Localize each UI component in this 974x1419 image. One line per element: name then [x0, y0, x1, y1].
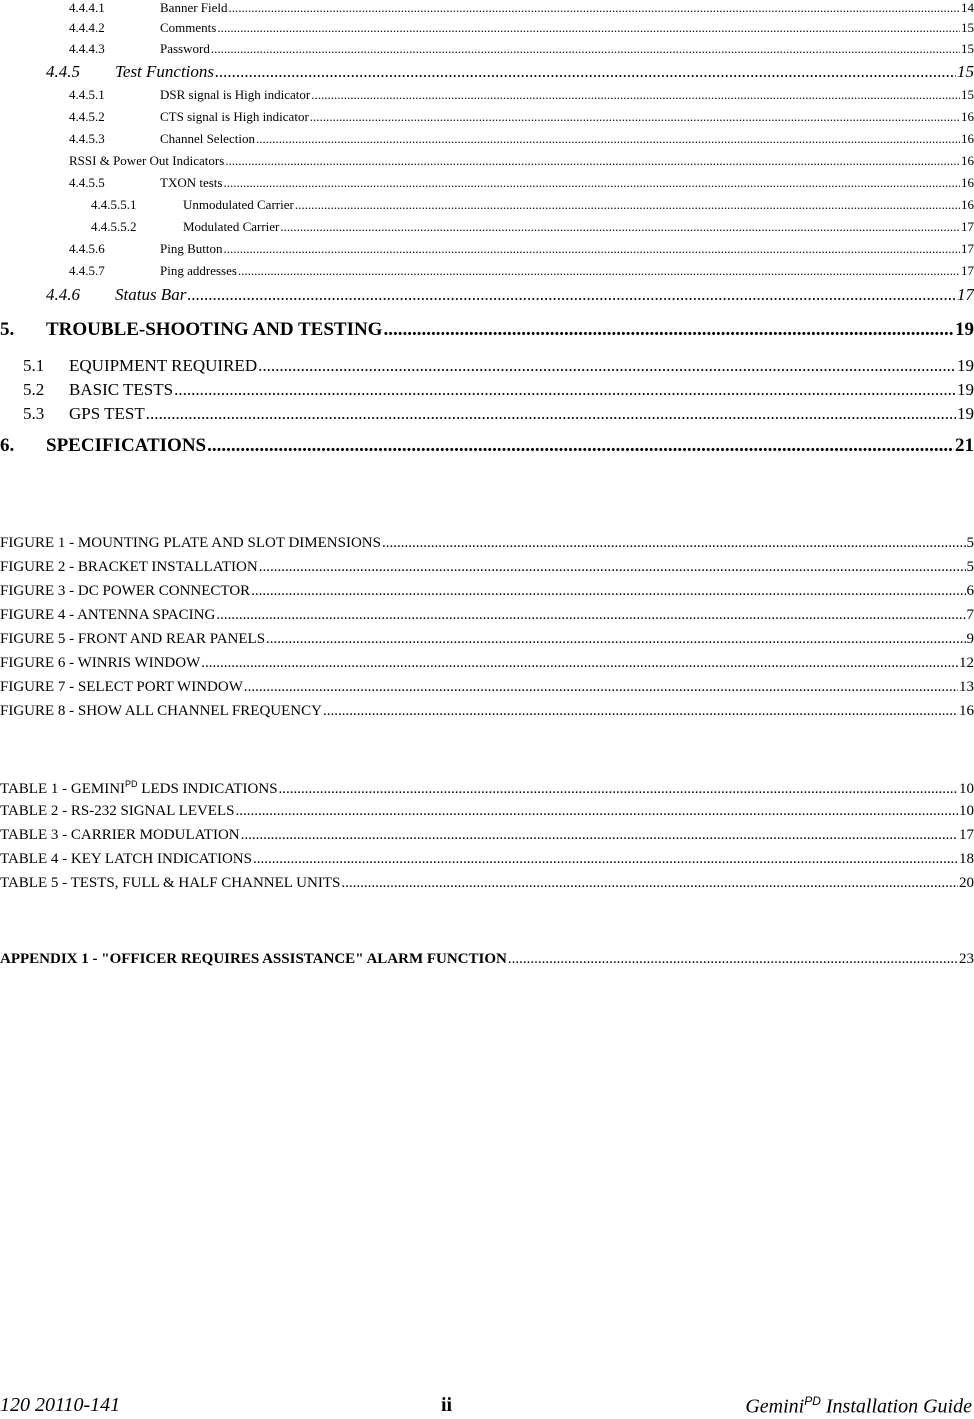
- appendix-title: APPENDIX 1 - "OFFICER REQUIRES ASSISTANCE" ALARM FUNCTION: [0, 951, 507, 968]
- table-page: 18: [959, 851, 974, 868]
- toc-entry-4-4-5-6[interactable]: [69, 241, 974, 259]
- toc-entry-5[interactable]: [0, 319, 974, 343]
- dot-leader: [174, 380, 956, 400]
- figure-title: FIGURE 2 - BRACKET INSTALLATION: [0, 559, 258, 576]
- toc-page: 19: [955, 319, 974, 341]
- toc-number: 4.4.4.2: [69, 20, 160, 36]
- toc-number: 4.4.5.2: [69, 109, 160, 125]
- toc-number: 4.4.5: [46, 62, 115, 82]
- toc-number: 5.2: [23, 380, 69, 400]
- figure-title: FIGURE 6 - WINRIS WINDOW: [0, 655, 200, 672]
- toc-page: 16: [961, 175, 974, 191]
- table-title: TABLE 2 - RS-232 SIGNAL LEVELS: [0, 803, 234, 820]
- toc-title: Test Functions: [115, 62, 214, 82]
- toc-entry-5-1[interactable]: [23, 356, 974, 378]
- figure-page: 6: [967, 583, 974, 600]
- toc-page: 21: [955, 435, 974, 457]
- toc-page: 15: [961, 87, 974, 103]
- toc-title: EQUIPMENT REQUIRED: [69, 356, 257, 376]
- table-entry-4[interactable]: [0, 851, 974, 871]
- toc-page: 15: [957, 62, 974, 82]
- dot-leader: [311, 87, 960, 103]
- dot-leader: [259, 559, 966, 576]
- figure-entry-1[interactable]: [0, 535, 974, 555]
- guide-suffix: Installation Guide: [821, 1396, 972, 1418]
- table-page: 20: [959, 875, 974, 892]
- toc-title: Password: [160, 41, 210, 57]
- toc-entry-rssi[interactable]: [69, 153, 974, 171]
- figure-entry-4[interactable]: [0, 607, 974, 627]
- toc-number: 5.3: [23, 404, 69, 424]
- dot-leader: [508, 951, 958, 968]
- dot-leader: [215, 62, 956, 82]
- toc-page: 16: [961, 197, 974, 213]
- toc-page: 17: [961, 263, 974, 279]
- dot-leader: [225, 153, 960, 169]
- toc-page: 15: [961, 20, 974, 36]
- figure-page: 13: [959, 679, 974, 696]
- figure-entry-6[interactable]: [0, 655, 974, 675]
- toc-page: 16: [961, 153, 974, 169]
- toc-page: 17: [957, 285, 974, 305]
- table-title: [0, 779, 278, 798]
- dot-leader: [279, 781, 958, 798]
- superscript-pd: PD: [125, 779, 138, 789]
- dot-leader: [310, 109, 960, 125]
- toc-page: 16: [961, 109, 974, 125]
- dot-leader: [280, 219, 960, 235]
- page-number: ii: [441, 1394, 452, 1417]
- toc-number: 4.4.5.5: [69, 175, 160, 191]
- dot-leader: [216, 607, 965, 624]
- toc-entry-4-4-4-2[interactable]: [69, 20, 974, 38]
- toc-number: 5.1: [23, 356, 69, 376]
- dot-leader: [253, 851, 958, 868]
- dot-leader: [323, 703, 958, 720]
- page-footer: [0, 1394, 974, 1416]
- toc-number: 5.: [0, 319, 46, 341]
- toc-entry-4-4-5-2[interactable]: [69, 109, 974, 127]
- appendix-entry-1[interactable]: [0, 951, 974, 971]
- toc-entry-5-2[interactable]: [23, 380, 974, 402]
- toc-page: 15: [961, 41, 974, 57]
- toc-title: TXON tests: [160, 175, 222, 191]
- toc-entry-4-4-5-1[interactable]: [69, 87, 974, 105]
- toc-entry-4-4-5-5-1[interactable]: [91, 197, 974, 215]
- toc-title: Channel Selection: [160, 131, 255, 147]
- dot-leader: [244, 679, 958, 696]
- toc-number: 6.: [0, 435, 46, 457]
- toc-entry-4-4-5-5[interactable]: [69, 175, 974, 193]
- toc-number: 4.4.5.3: [69, 131, 160, 147]
- toc-title: Ping Button: [160, 241, 223, 257]
- toc-title: Comments: [160, 20, 216, 36]
- toc-title: Ping addresses: [160, 263, 237, 279]
- figure-title: FIGURE 1 - MOUNTING PLATE AND SLOT DIMENSIONS: [0, 535, 381, 552]
- figure-entry-5[interactable]: [0, 631, 974, 651]
- toc-page: 19: [957, 380, 974, 400]
- toc-title: Unmodulated Carrier: [183, 197, 294, 213]
- guide-name: Gemini: [745, 1396, 804, 1418]
- toc-title: Status Bar: [115, 285, 186, 305]
- table-page: 10: [959, 781, 974, 798]
- dot-leader: [201, 655, 958, 672]
- table-page: 10: [959, 803, 974, 820]
- table-entry-5[interactable]: [0, 875, 974, 895]
- figure-page: 7: [967, 607, 974, 624]
- figure-page: 5: [967, 535, 974, 552]
- toc-title: SPECIFICATIONS: [46, 435, 206, 457]
- table-page: 17: [959, 827, 974, 844]
- dot-leader: [211, 41, 960, 57]
- table-title: TABLE 4 - KEY LATCH INDICATIONS: [0, 851, 252, 868]
- figure-page: 16: [959, 703, 974, 720]
- toc-title: GPS TEST: [69, 404, 145, 424]
- figure-title: FIGURE 3 - DC POWER CONNECTOR: [0, 583, 250, 600]
- figure-entry-8[interactable]: [0, 703, 974, 723]
- toc-entry-4-4-6[interactable]: [46, 285, 974, 307]
- dot-leader: [382, 535, 966, 552]
- dot-leader: [383, 319, 954, 341]
- toc-number: 4.4.5.6: [69, 241, 160, 257]
- toc-number: 4.4.6: [46, 285, 115, 305]
- toc-title: BASIC TESTS: [69, 380, 173, 400]
- dot-leader: [341, 875, 958, 892]
- toc-entry-5-3[interactable]: [23, 404, 974, 426]
- dot-leader: [258, 356, 956, 376]
- dot-leader: [229, 0, 960, 16]
- figure-entry-2[interactable]: [0, 559, 974, 579]
- dot-leader: [295, 197, 960, 213]
- toc-title: RSSI & Power Out Indicators: [69, 153, 224, 169]
- toc-number: 4.4.5.5.1: [91, 197, 183, 213]
- table-entry-1[interactable]: [0, 779, 974, 799]
- toc-page: 19: [957, 404, 974, 424]
- toc-entry-4-4-4-1[interactable]: [69, 0, 974, 18]
- figure-page: 5: [967, 559, 974, 576]
- figure-title: FIGURE 8 - SHOW ALL CHANNEL FREQUENCY: [0, 703, 322, 720]
- dot-leader: [266, 631, 965, 648]
- toc-entry-4-4-5-5-2[interactable]: [91, 219, 974, 237]
- dot-leader: [238, 263, 960, 279]
- dot-leader: [235, 803, 958, 820]
- toc-title: CTS signal is High indicator: [160, 109, 309, 125]
- toc-number: 4.4.5.1: [69, 87, 160, 103]
- toc-entry-4-4-4-3[interactable]: [69, 41, 974, 59]
- dot-leader: [187, 285, 956, 305]
- table-title-part: TABLE 1 - GEMINI: [0, 781, 125, 797]
- figure-title: FIGURE 5 - FRONT AND REAR PANELS: [0, 631, 265, 648]
- toc-page: 16: [961, 131, 974, 147]
- toc-number: 4.4.5.7: [69, 263, 160, 279]
- appendix-page: 23: [959, 951, 974, 968]
- dot-leader: [207, 435, 954, 457]
- dot-leader: [251, 583, 965, 600]
- dot-leader: [223, 175, 960, 191]
- toc-page: 17: [961, 219, 974, 235]
- figure-title: FIGURE 7 - SELECT PORT WINDOW: [0, 679, 243, 696]
- toc-title: DSR signal is High indicator: [160, 87, 310, 103]
- figure-entry-3[interactable]: [0, 583, 974, 603]
- dot-leader: [217, 20, 960, 36]
- toc-page: 14: [961, 0, 974, 16]
- dot-leader: [241, 827, 958, 844]
- toc-entry-4-4-5-7[interactable]: [69, 263, 974, 281]
- toc-title: Modulated Carrier: [183, 219, 279, 235]
- document-number: 120 20110-141: [0, 1394, 120, 1417]
- table-title: TABLE 3 - CARRIER MODULATION: [0, 827, 240, 844]
- table-title-part: LEDS INDICATIONS: [138, 781, 278, 797]
- toc-title: TROUBLE-SHOOTING AND TESTING: [46, 319, 382, 341]
- toc-page: 17: [961, 241, 974, 257]
- toc-entry-4-4-5-3[interactable]: [69, 131, 974, 149]
- dot-leader: [256, 131, 960, 147]
- figure-title: FIGURE 4 - ANTENNA SPACING: [0, 607, 215, 624]
- dot-leader: [224, 241, 961, 257]
- toc-number: 4.4.4.3: [69, 41, 160, 57]
- toc-page: 19: [957, 356, 974, 376]
- table-entry-2[interactable]: [0, 803, 974, 823]
- figure-entry-7[interactable]: [0, 679, 974, 699]
- toc-title: Banner Field: [160, 0, 228, 16]
- table-entry-3[interactable]: [0, 827, 974, 847]
- toc-number: 4.4.5.5.2: [91, 219, 183, 235]
- figure-page: 12: [959, 655, 974, 672]
- figure-page: 9: [967, 631, 974, 648]
- dot-leader: [146, 404, 956, 424]
- table-title: TABLE 5 - TESTS, FULL & HALF CHANNEL UNITS: [0, 875, 340, 892]
- toc-entry-6[interactable]: [0, 435, 974, 459]
- toc-number: 4.4.4.1: [69, 0, 160, 16]
- toc-entry-4-4-5[interactable]: [46, 62, 974, 84]
- superscript-pd: PD: [804, 1394, 821, 1408]
